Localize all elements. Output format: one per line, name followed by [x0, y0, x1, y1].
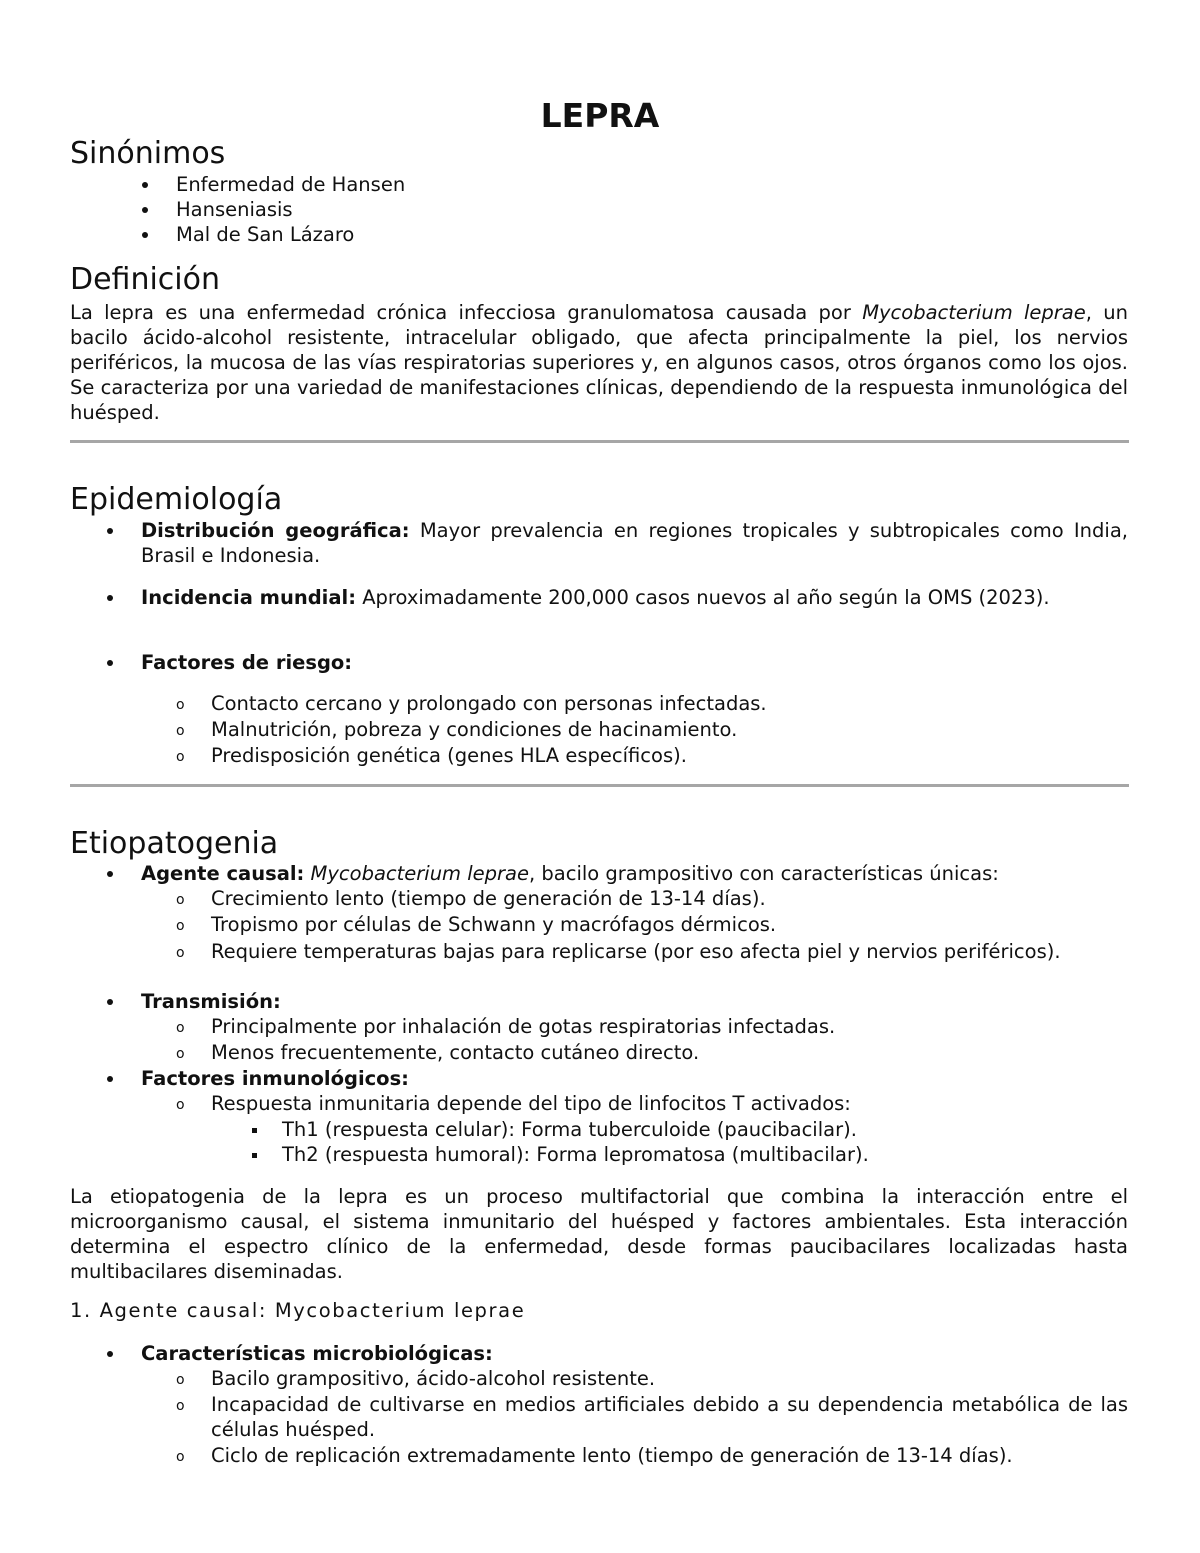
circle-bullet-icon: o: [176, 1449, 185, 1465]
transmision-item-text: Principalmente por inhalación de gotas respiratorias infectadas.: [211, 1015, 836, 1038]
caracteristicas-label: Características microbiológicas:: [141, 1342, 493, 1365]
inmuno-item-text: Respuesta inmunitaria depende del tipo de linfocitos T activados:: [211, 1092, 851, 1115]
bullet-icon: [140, 197, 152, 222]
numbered-heading: 1. Agente causal: Mycobacterium leprae: [70, 1299, 526, 1322]
square-bullet-icon: [252, 1153, 257, 1158]
agente-item-text: Crecimiento lento (tiempo de generación de 13-14 días).: [211, 887, 766, 910]
transmision-label: Transmisión:: [141, 990, 281, 1013]
section-divider: [70, 784, 1129, 787]
circle-bullet-icon: o: [176, 945, 185, 961]
circle-bullet-icon: o: [176, 749, 185, 765]
bullet-icon: [105, 518, 117, 543]
circle-bullet-icon: o: [176, 697, 185, 713]
caracteristica-text: Bacilo grampositivo, ácido-alcohol resistente.: [211, 1367, 656, 1390]
sinonimo-text: Enfermedad de Hansen: [176, 173, 406, 196]
inmuno-sub-text: Th2 (respuesta humoral): Forma lepromatosa (multibacilar).: [282, 1143, 869, 1166]
factor-text: Contacto cercano y prolongado con personas infectadas.: [211, 692, 767, 715]
definicion-text-end: , un bacilo ácido-alcohol resistente, intracelular obligado, que afecta principalmente la piel, los nervios periféricos, la mucosa de las vías respiratorias superiores y, en algunos casos, otros órganos como los ojos. Se caracteriza por una variedad de manifestaciones clínicas, dependiendo de la respuesta inmunológica del huésped.: [70, 301, 1128, 424]
section-divider: [70, 440, 1129, 443]
circle-bullet-icon: o: [176, 1398, 185, 1414]
factor-text: Predisposición genética (genes HLA específicos).: [211, 744, 687, 767]
document-title: LEPRA: [540, 96, 660, 135]
organism-name: Mycobacterium leprae: [862, 301, 1086, 324]
circle-bullet-icon: o: [176, 723, 185, 739]
agente-text: [141, 861, 999, 886]
caracteristica-text: Ciclo de replicación extremadamente lento (tiempo de generación de 13-14 días).: [211, 1444, 1013, 1467]
definicion-heading: Definición: [70, 262, 220, 297]
incidencia-value: Aproximadamente 200,000 casos nuevos al año según la OMS (2023).: [356, 586, 1050, 609]
factor-text: Malnutrición, pobreza y condiciones de hacinamiento.: [211, 718, 738, 741]
epidemiologia-heading: Epidemiología: [70, 482, 283, 517]
bullet-icon: [105, 585, 117, 610]
bullet-icon: [105, 989, 117, 1014]
incidencia-text: [141, 585, 1128, 610]
distribucion-value: Mayor prevalencia en regiones tropicales y subtropicales como India, Brasil e Indonesia.: [141, 519, 1128, 567]
bullet-icon: [105, 1341, 117, 1366]
etiopatogenia-heading: Etiopatogenia: [70, 826, 279, 861]
bullet-icon: [105, 861, 117, 886]
circle-bullet-icon: o: [176, 1020, 185, 1036]
organism-name: Mycobacterium leprae: [310, 862, 529, 885]
circle-bullet-icon: o: [176, 918, 185, 934]
agente-desc: , bacilo grampositivo con características únicas:: [529, 862, 999, 885]
agente-item-text: Tropismo por células de Schwann y macrófagos dérmicos.: [211, 913, 777, 936]
inmuno-label: Factores inmunológicos:: [141, 1067, 409, 1090]
bullet-icon: [140, 222, 152, 247]
bullet-icon: [140, 172, 152, 197]
circle-bullet-icon: o: [176, 1372, 185, 1388]
circle-bullet-icon: o: [176, 892, 185, 908]
etiopatogenia-paragraph: La etiopatogenia de la lepra es un proceso multifactorial que combina la interacción entre el microorganismo causal, el sistema inmunitario del huésped y factores ambientales. Esta interacción determina el espectro clínico de la enfermedad, desde formas paucibacilares localizadas hasta multibacilares diseminadas.: [70, 1185, 1128, 1283]
agente-item-text: Requiere temperaturas bajas para replicarse (por eso afecta piel y nervios periféricos).: [211, 940, 1061, 963]
caracteristica-text: Incapacidad de cultivarse en medios artificiales debido a su dependencia metabólica de las células huésped.: [211, 1393, 1128, 1441]
circle-bullet-icon: o: [176, 1097, 185, 1113]
inmuno-sub-text: Th1 (respuesta celular): Forma tuberculoide (paucibacilar).: [282, 1118, 857, 1141]
agente-label: Agente causal:: [141, 862, 305, 885]
definicion-paragraph: [70, 300, 1128, 425]
square-bullet-icon: [252, 1128, 257, 1133]
factores-riesgo-label: Factores de riesgo:: [141, 651, 353, 674]
sinonimos-heading: Sinónimos: [70, 136, 226, 171]
bullet-icon: [105, 650, 117, 675]
circle-bullet-icon: o: [176, 1046, 185, 1062]
sinonimo-text: Mal de San Lázaro: [176, 223, 355, 246]
distribucion-label: Distribución geográfica:: [141, 519, 410, 542]
incidencia-label: Incidencia mundial:: [141, 586, 357, 609]
transmision-item-text: Menos frecuentemente, contacto cutáneo directo.: [211, 1041, 700, 1064]
bullet-icon: [105, 1066, 117, 1091]
sinonimo-text: Hanseniasis: [176, 198, 293, 221]
distribucion-text: [141, 518, 1128, 568]
definicion-text-start: La lepra es una enfermedad crónica infecciosa granulomatosa causada por: [70, 301, 863, 324]
